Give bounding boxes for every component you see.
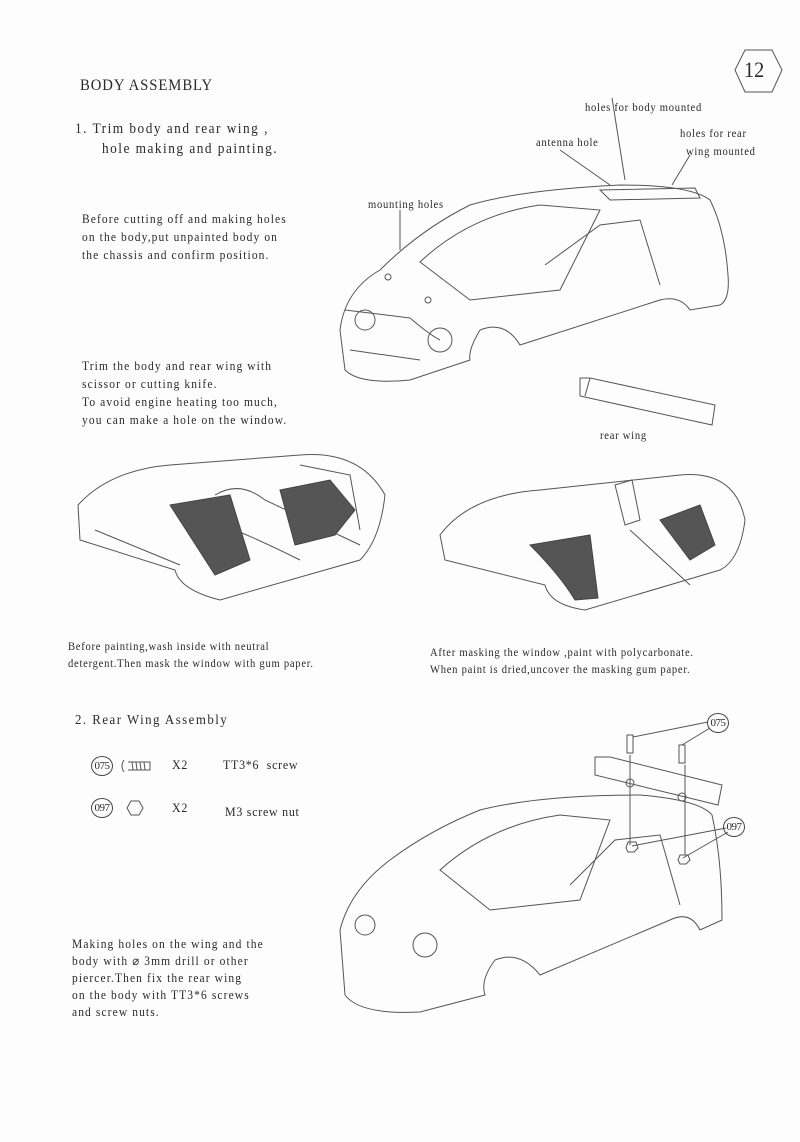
step1-para2-line2: scissor or cutting knife. [82,377,218,391]
painting-illustration [440,475,745,610]
part-name-075: TT3*6 screw [223,757,299,772]
step2-heading: 2. Rear Wing Assembly [75,713,229,728]
masking-illustration [78,455,385,601]
hex-nut-icon [127,801,143,815]
label-rear-wing: rear wing [600,430,647,442]
label-holes-body: holes for body mounted [585,102,702,114]
page-number: 12 [744,57,765,82]
step1-heading-line1: 1. Trim body and rear wing , [75,121,269,137]
label-holes-rear-1: holes for rear [680,128,747,140]
caption-left-line2: detergent.Then mask the window with gum paper. [68,658,314,670]
car-body-illustration [340,98,728,381]
caption-right-line2: When paint is dried,uncover the masking gum paper. [430,664,691,676]
part-qty-097: X2 [172,800,189,815]
screw-icon [122,760,150,772]
label-mounting-holes: mounting holes [368,199,444,211]
step2-para-line5: and screw nuts. [72,1005,160,1019]
step1-heading-line2: hole making and painting. [102,141,279,157]
caption-left-line1: Before painting,wash inside with neutral [68,641,270,653]
part-name-097: M3 screw nut [225,804,300,819]
part-code-075: 075 [91,756,113,776]
callout-075: 075 [707,713,729,733]
label-antenna-hole: antenna hole [536,137,599,149]
label-holes-rear-2: wing mounted [686,146,756,158]
section-title: BODY ASSEMBLY [80,77,214,94]
part-code-097: 097 [91,798,113,818]
step1-para1-line2: on the body,put unpainted body on [82,230,279,244]
caption-right-line1: After masking the window ,paint with polycarbonate. [430,647,694,659]
step2-para-line1: Making holes on the wing and the [72,937,264,951]
step2-para-line4: on the body with TT3*6 screws [72,988,250,1002]
car-wing-assembly-illustration [340,722,728,1012]
part-qty-075: X2 [172,757,189,772]
step1-para1-line1: Before cutting off and making holes [82,212,287,226]
step1-para1-line3: the chassis and confirm position. [82,248,270,262]
step1-para2-line1: Trim the body and rear wing with [82,359,273,373]
rear-wing-illustration [580,378,715,425]
step1-para2-line3: To avoid engine heating too much, [82,395,278,409]
callout-097: 097 [723,817,745,837]
step2-para-line3: piercer.Then fix the rear wing [72,971,243,985]
step2-para-line2: body with ⌀ 3mm drill or other [72,954,249,968]
step1-para2-line4: you can make a hole on the window. [82,413,288,427]
